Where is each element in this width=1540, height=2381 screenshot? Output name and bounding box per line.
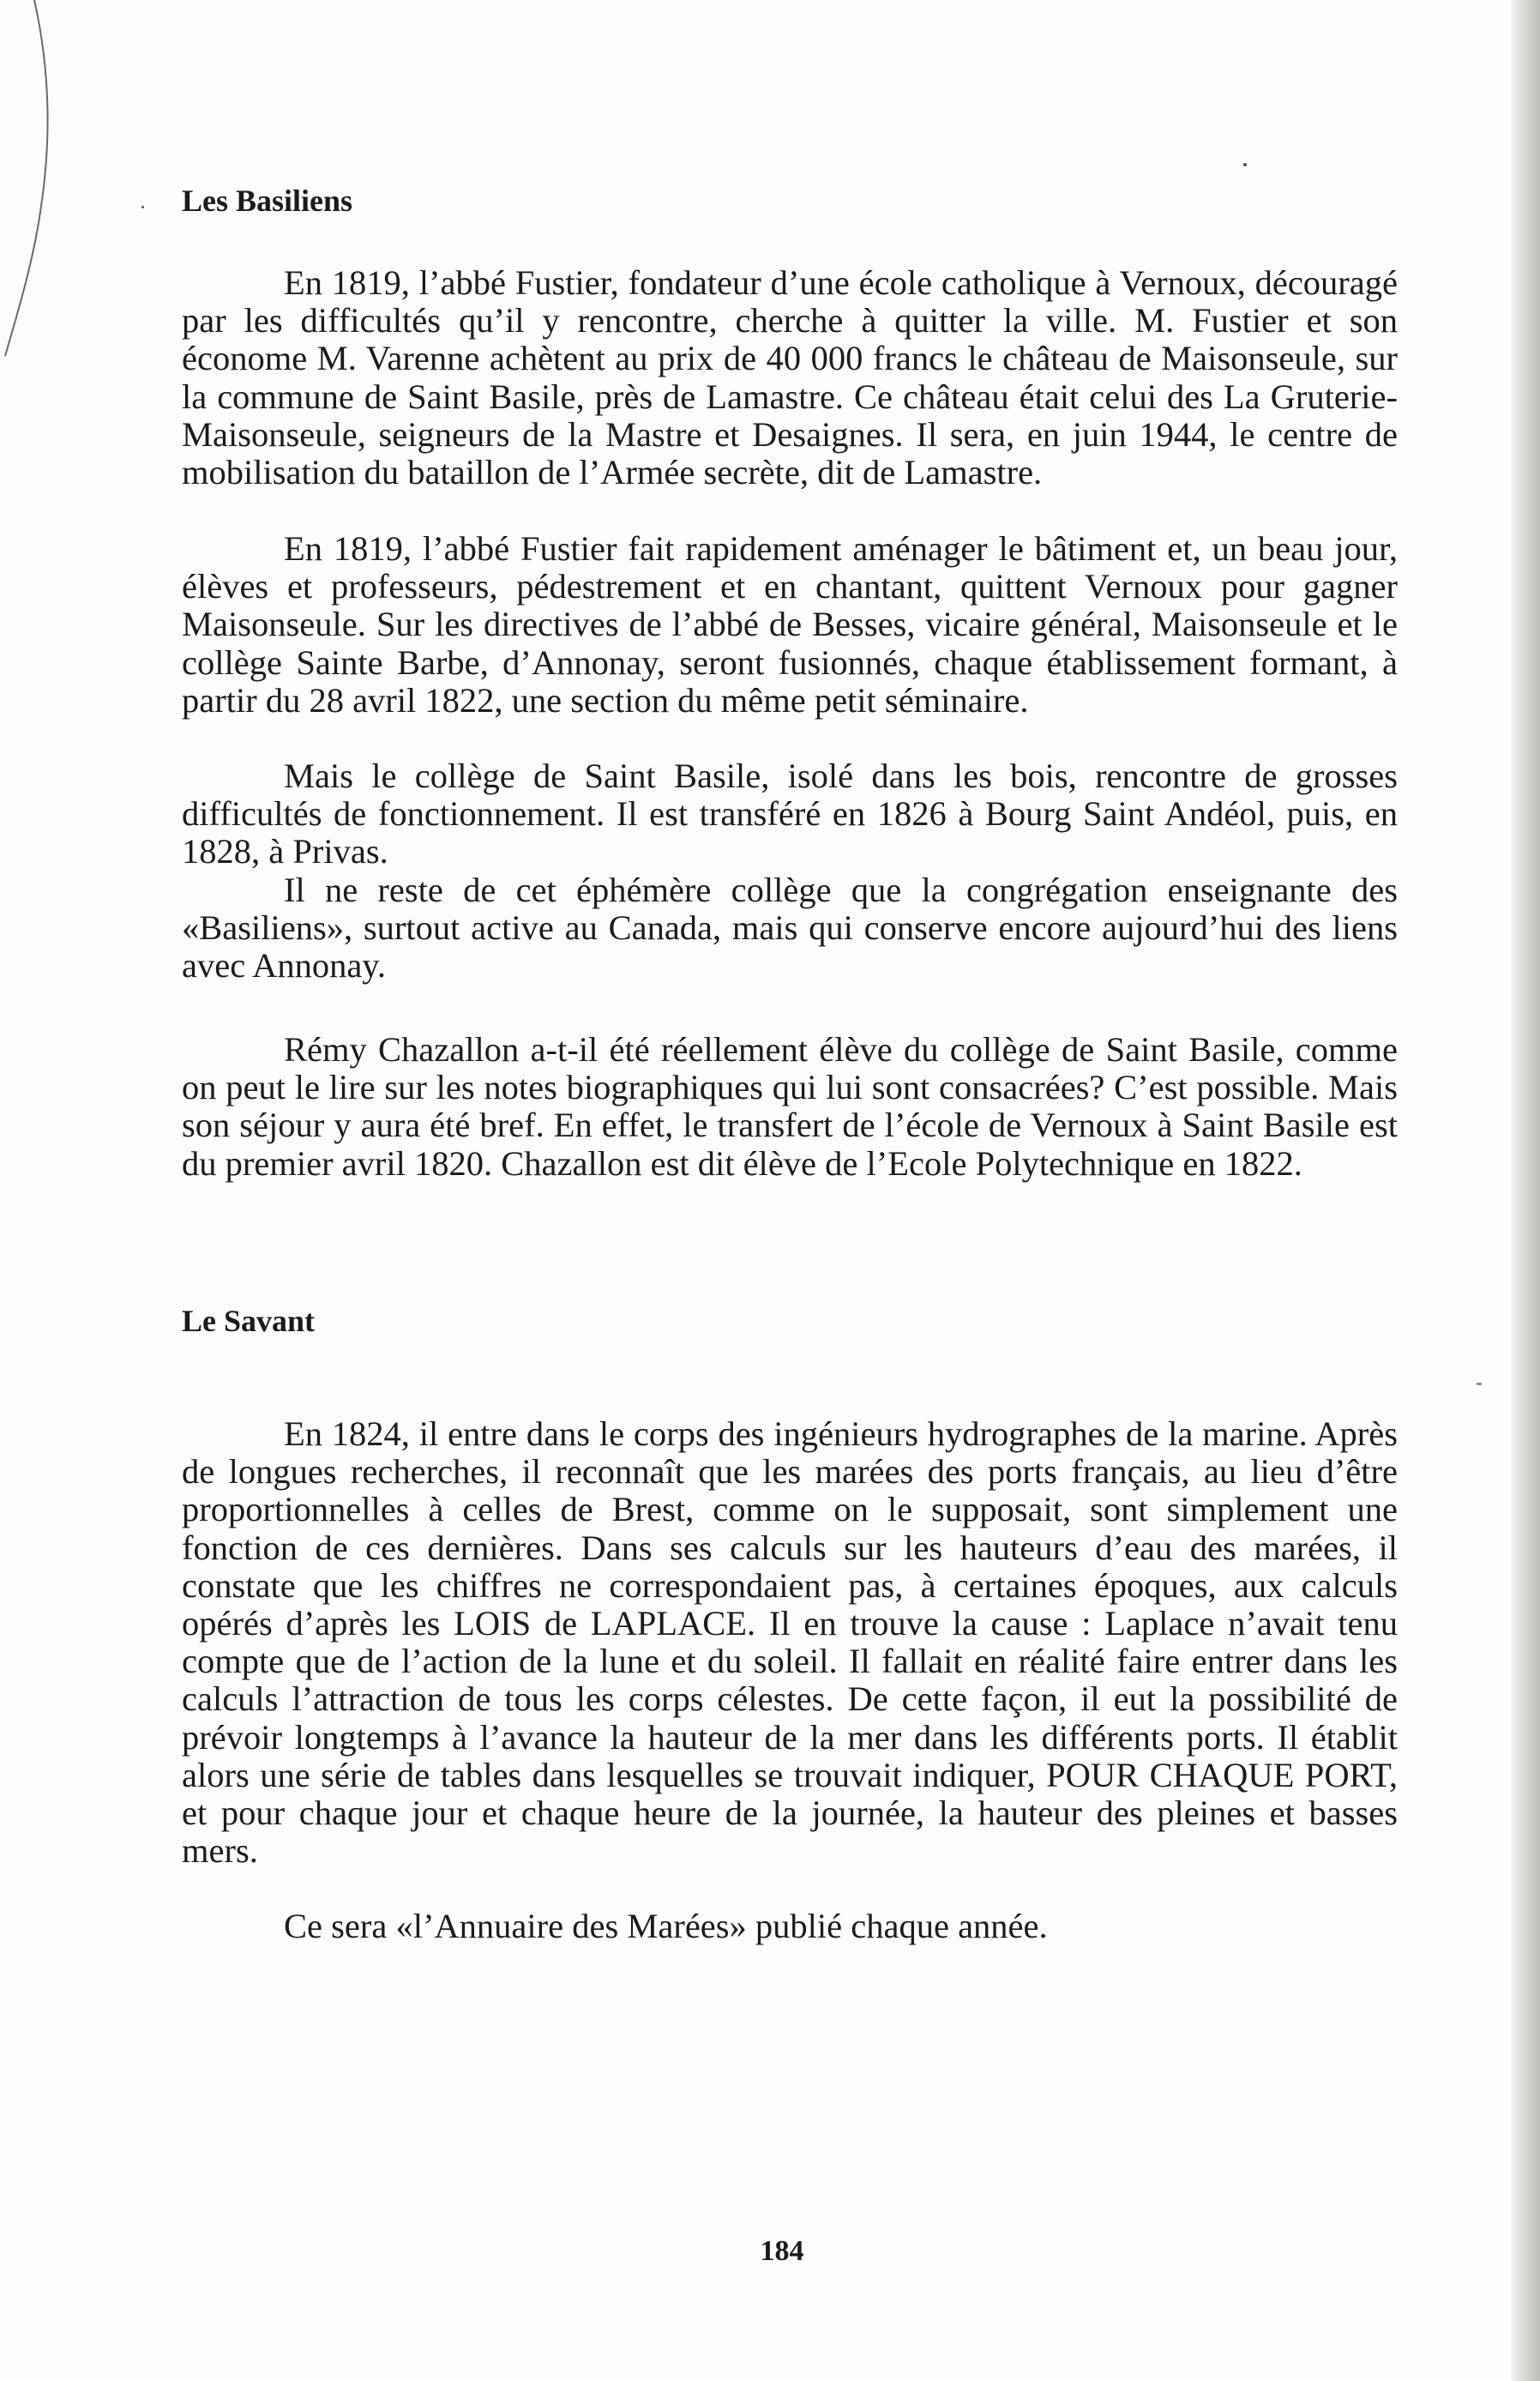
print-speck <box>1243 163 1247 166</box>
paragraph-basiliens-1: En 1819, l’abbé Fustier, fondateur d’une école catholique à Vernoux, découragé par les difficultés qu’il y rencontre, cherche à quitter la ville. M. Fustier et son économe M. Varenne achètent au prix de 40 000 francs le château de Maisonseule, sur la commune de Saint Basile, près de Lamastre. Ce château était celui des La Gruterie-Maisonseule, seigneurs de la Mastre et Desaignes. Il sera, en juin 1944, le centre de mobilisation du bataillon de l’Armée secrète, dit de Lamastre. <box>182 263 1398 492</box>
page-edge-shadow <box>1511 0 1540 2381</box>
paragraph-chazallon: Rémy Chazallon a-t-il été réellement élève du collège de Saint Basile, comme on peut le lire sur les notes biographiques qui lui sont consacrées? C’est possible. Mais son séjour y aura été bref. En effet, le transfert de l’école de Vernoux à Saint Basile est du premier avril 1820. Chazallon est dit élève de l’Ecole Polytechnique en 1822. <box>182 1030 1398 1183</box>
section-heading-savant: Le Savant <box>182 1304 316 1338</box>
section-heading-basiliens: Les Basiliens <box>182 184 353 218</box>
page-curl-line <box>0 0 69 360</box>
paragraph-basiliens-2: En 1819, l’abbé Fustier fait rapidement aménager le bâtiment et, un beau jour, élèves et professeurs, pédestrement et en chantant, quittent Vernoux pour gagner Maisonseule. Sur les directives de l’abbé de Besses, vicaire général, Maisonseule et le collège Sainte Barbe, d’Annonay, seront fusionnés, chaque établissement formant, à partir du 28 avril 1822, une section du même petit séminaire. <box>182 529 1398 720</box>
paragraph-basiliens-3: Mais le collège de Saint Basile, isolé dans les bois, rencontre de grosses difficultés de fonctionnement. Il est transféré en 1826 à Bourg Saint Andéol, puis, en 1828, à Privas. <box>182 756 1398 871</box>
paragraph-savant-2: Ce sera «l’Annuaire des Marées» publié chaque année. <box>284 1907 1048 1945</box>
paragraph-savant-1: En 1824, il entre dans le corps des ingénieurs hydrographes de la marine. Après de longues recherches, il reconnaît que les marées des ports français, au lieu d’être proportionnelles à celles de Brest, comme on le supposait, sont simplement une fonction de ces dernières. Dans ses calculs sur les hauteurs d’eau des marées, il constate que les chiffres ne correspondaient pas, à certaines époques, aux calculs opérés d’après les LOIS de LAPLACE. Il en trouve la cause : Laplace n’avait tenu compte que de l’action de la lune et du soleil. Il fallait en réalité faire entrer dans les calculs l’attraction de tous les corps célestes. De cette façon, il eut la possibilité de prévoir longtemps à l’avance la hauteur de la mer dans les différents ports. Il établit alors une série de tables dans lesquelles se trouvait indiquer, POUR CHAQUE PORT, et pour chaque jour et chaque heure de la journée, la hauteur des pleines et basses mers. <box>182 1414 1398 1871</box>
print-speck <box>1477 1383 1482 1385</box>
print-speck <box>141 206 144 208</box>
page-number: 184 <box>760 2235 804 2267</box>
paragraph-basiliens-4: Il ne reste de cet éphémère collège que la congrégation enseignante des «Basiliens», surtout active au Canada, mais qui conserve encore aujourd’hui des liens avec Annonay. <box>182 871 1398 986</box>
